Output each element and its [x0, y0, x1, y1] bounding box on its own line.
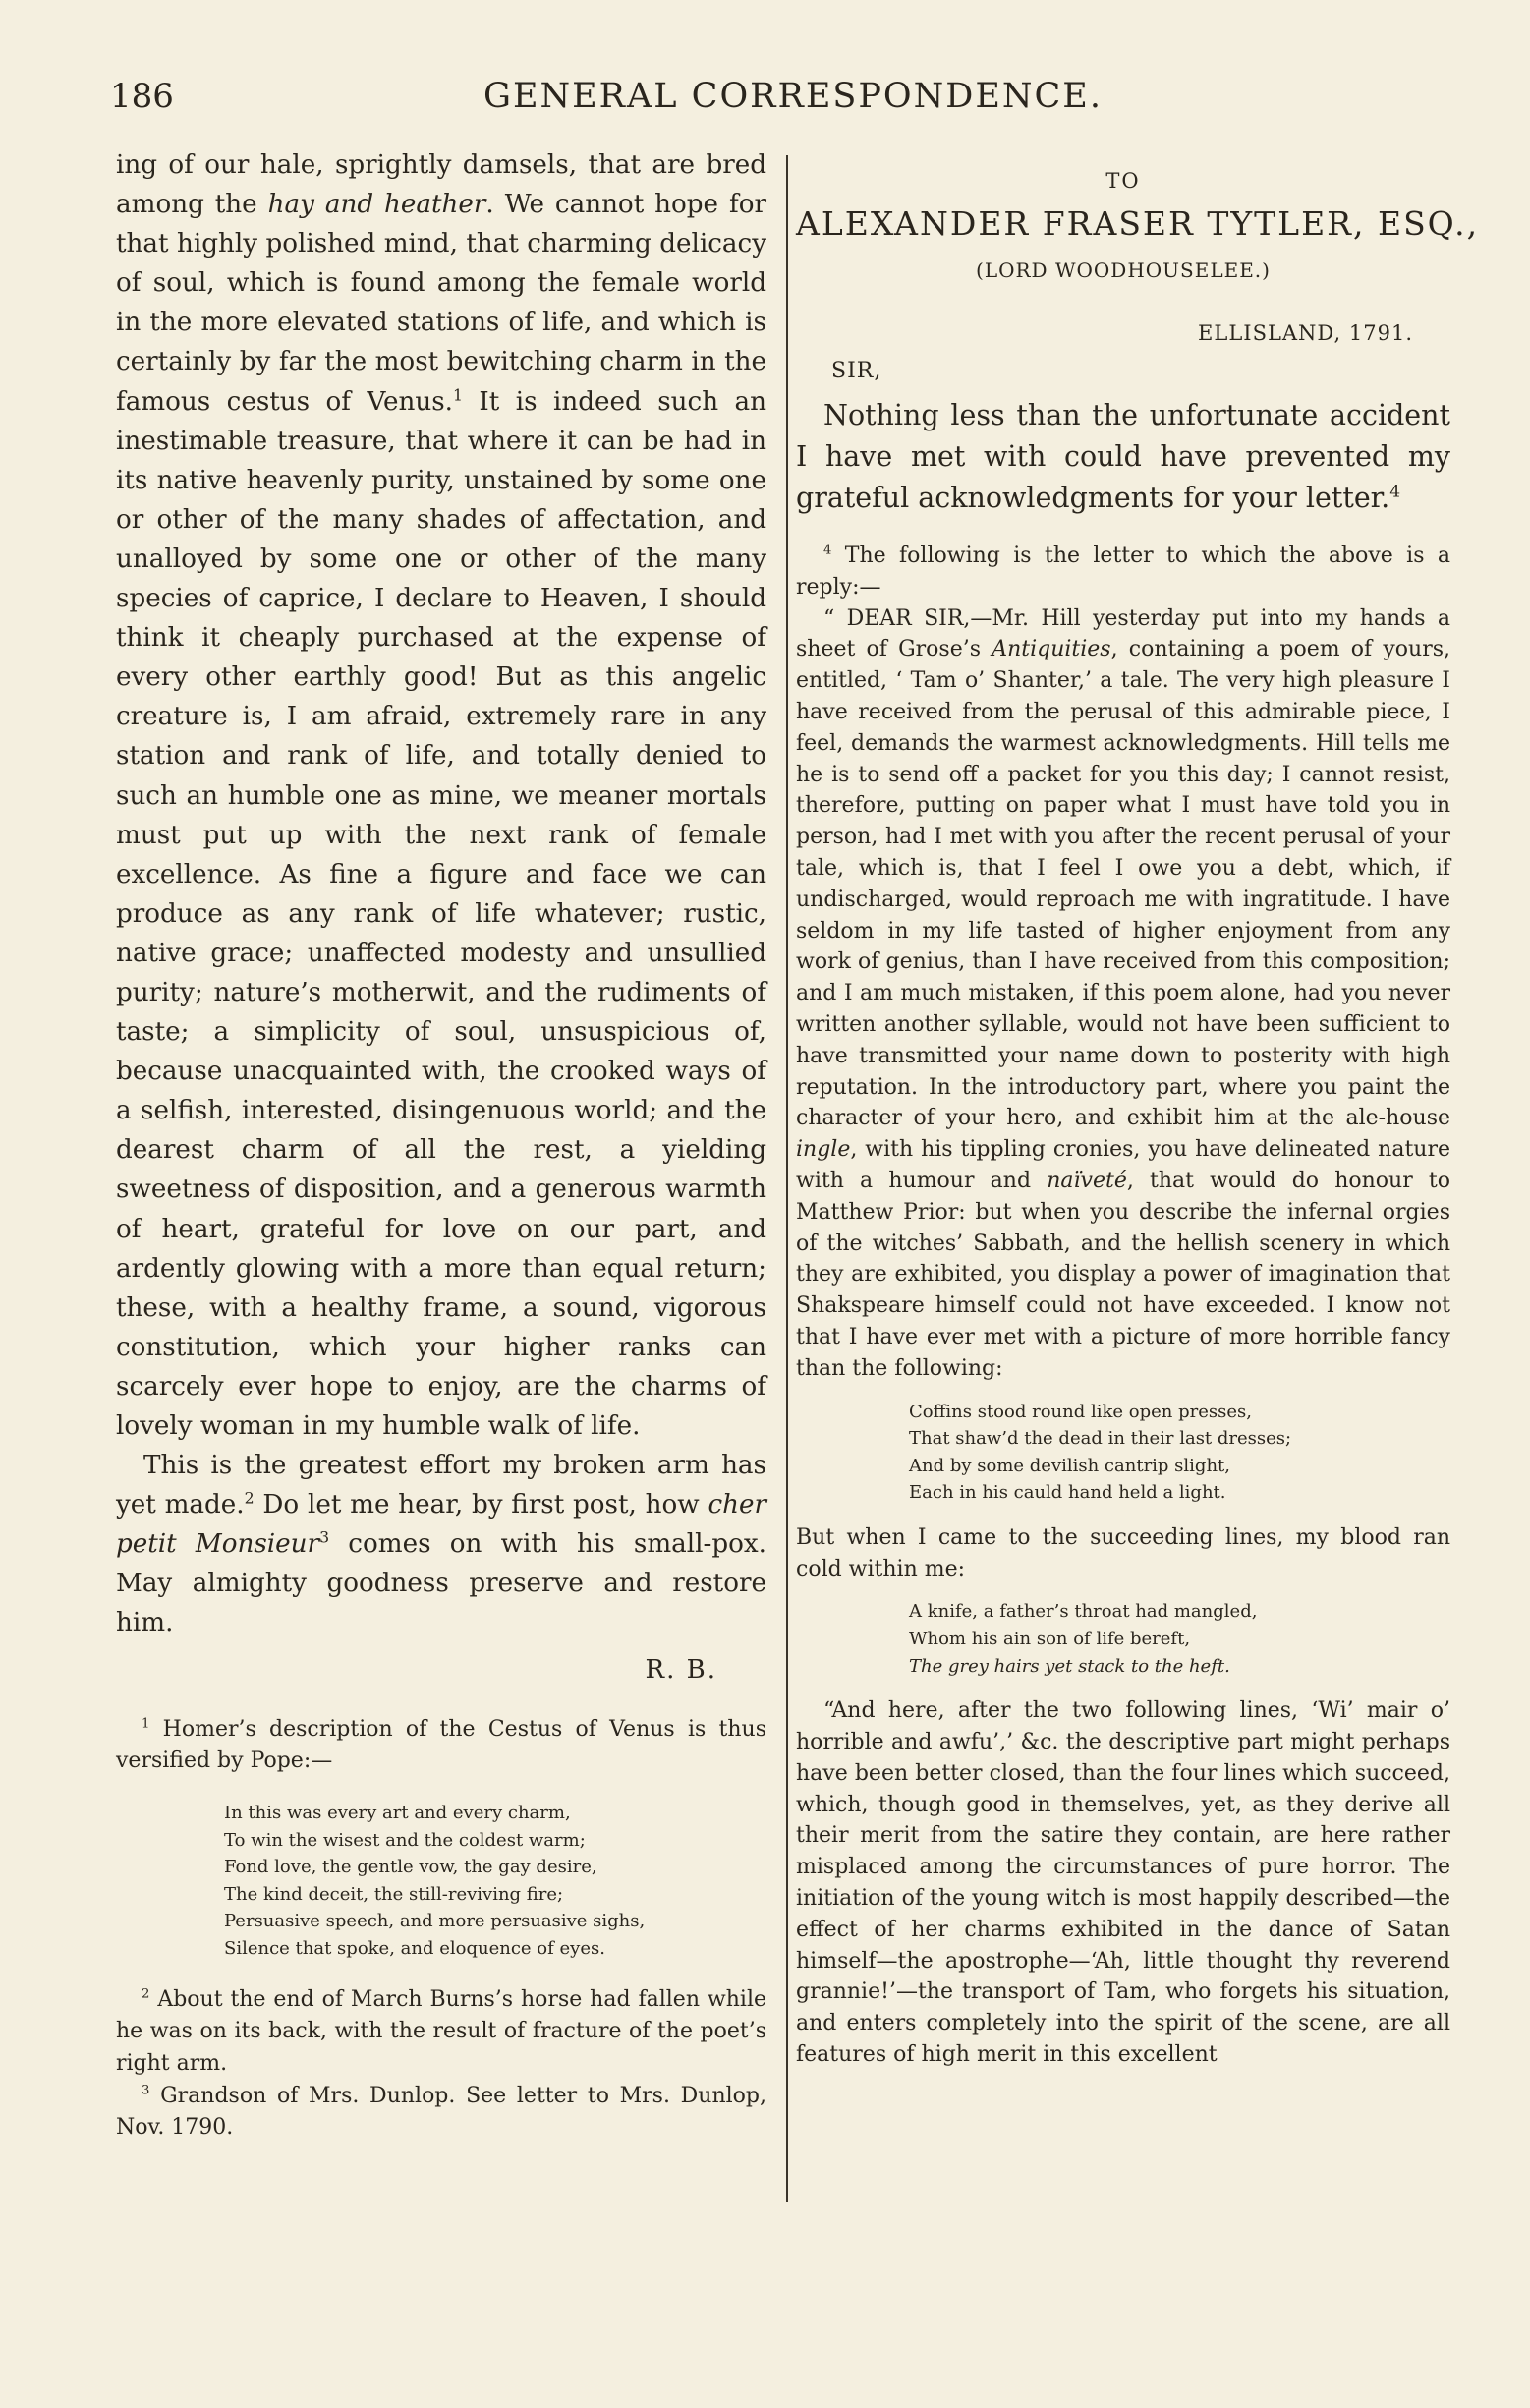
poem-line: Coffins stood round like open presses,: [909, 1401, 1252, 1422]
letter-closing-paragraph: This is the greatest effort my broken arm has yet made.$^2$ Do let me hear, by first post, how cher petit Monsieur$^3$ comes on with his small-pox. May almighty goodness preserve and restore him.: [116, 1451, 767, 1638]
right-column: [796, 169, 1480, 2071]
letter-dateline: ELLISLAND, 1791.: [1198, 321, 1413, 345]
poem-line: Each in his cauld hand held a light.: [909, 1482, 1226, 1504]
running-title: GENERAL CORRESPONDENCE.: [483, 77, 1103, 116]
poem-line: To win the wisest and the coldest warm;: [224, 1829, 586, 1851]
left-column: [116, 145, 766, 2145]
footnote-1: $^1$ Homer’s description of the Cestus of Venus is thus versified by Pope:—: [116, 1716, 766, 1774]
letter-body-paragraph: ing of our hale, sprightly damsels, that are bred among the hay and heather. We cannot hope for that highly polished mind, that charming delicacy of soul, which is found among the female world in the more elevated stations of life, and which is certainly by far the most bewitching charm in the famous cestus of Venus.$^1$ It is indeed such an inestimable treasure, that where it can be had in its native heavenly purity, unstained by some one or other of the many shades of affectation, and unalloyed by some one or other of the many species of caprice, I declare to Heaven, I should think it cheaply purchased at the expense of every other earthly good! But as this angelic creature is, I am afraid, extremely rare in any station and rank of life, and totally denied to such an humble one as mine, we meaner mortals must put up with the next rank of female excellence. As fine a figure and face we can produce as any rank of life whatever; rustic, native grace; unaffected modesty and unsullied purity; nature’s motherwit, and the rudiments of taste; a simplicity of soul, unsuspicious of, because unacquainted with, the crooked ways of a selfish, interested, disingenuous world; and the dearest charm of all the rest, a yielding sweetness of disposition, and a generous warmth of heart, grateful for love on our part, and ardently glowing with a more than equal return; these, with a healthy frame, a sound, vigorous constitution, which your higher ranks can scarcely ever hope to enjoy, are the charms of lovely woman in my humble walk of life.: [116, 150, 766, 1441]
poem-line: A knife, a father’s throat had mangled,: [909, 1601, 1258, 1623]
footnote-4-paragraph-3: “And here, after the two following lines, ‘Wi’ mair o’ horrible and awfu’,’ &c. the descriptive part might perhaps have been better closed, than the four lines which succeed, which, though good in themselves, yet, as they derive all their merit from the satire they contain, are here rather misplaced among the circumstances of pure horror. The initiation of the young witch is most happily described—the effect of her charms exhibited in the dance of Satan himself—the apostrophe—‘Ah, little thought thy reverend grannie!’—the transport of Tam, who forgets his situation, and enters completely into the spirit of the scene, are all features of high merit in this excellent: [796, 1698, 1450, 2068]
footnote-2: $^2$ About the end of March Burns’s horse had fallen while he was on its back, with the result of fracture of the poet’s right arm.: [116, 1986, 766, 2076]
footnote-ref: 2: [244, 1488, 255, 1508]
footnote-4-intro: $^4$ The following is the letter to which the above is a reply:—: [796, 543, 1450, 600]
footnote-4-poem-1: [909, 1399, 1450, 1507]
footnote-ref: 3: [319, 1527, 330, 1547]
poem-line: And by some devilish cantrip slight,: [909, 1455, 1230, 1476]
letter-salutation: SIR,: [831, 359, 882, 383]
poem-line: Persuasive speech, and more persuasive sighs,: [224, 1911, 646, 1932]
poem-line: In this was every art and every charm,: [224, 1802, 571, 1823]
poem-line: Silence that spoke, and eloquence of eyes.: [224, 1937, 605, 1959]
poem-line: That shaw’d the dead in their last dresses;: [909, 1428, 1292, 1450]
footnote-4-paragraph-2: But when I came to the succeeding lines, my blood ran cold within me:: [796, 1524, 1450, 1581]
poem-line: Fond love, the gentle vow, the gay desire,: [224, 1857, 597, 1878]
page-number: 186: [110, 77, 174, 116]
poem-line: Whom his ain son of life bereft,: [909, 1629, 1191, 1650]
column-divider: [786, 155, 788, 2202]
letter-addressee: ALEXANDER FRASER TYTLER, ESQ.,: [796, 204, 1480, 243]
letter-to-label: TO: [1105, 169, 1141, 193]
footnote-3: $^3$ Grandson of Mrs. Dunlop. See letter to Mrs. Dunlop, Nov. 1790.: [116, 2083, 766, 2141]
footnote-ref: 4: [1389, 482, 1401, 502]
poem-line: The grey hairs yet stack to the heft.: [909, 1655, 1230, 1677]
footnote-1-poem: [224, 1800, 766, 1963]
footnote-4-letter-paragraph: “ DEAR SIR,—Mr. Hill yesterday put into my hands a sheet of Grose’s Antiquities, containing a poem of yours, entitled, ‘ Tam o’ Shanter,’ a tale. The very high pleasure I have received from the perusal of this admirable piece, I feel, demands the warmest acknowledgments. Hill tells me he is to send off a packet for you this day; I cannot resist, therefore, putting on paper what I must have told you in person, had I met with you after the recent perusal of your tale, which is, that I feel I owe you a debt, which, if undischarged, would reproach me with ingratitude. I have seldom in my life tasted of higher enjoyment from any work of genius, than I have received from this composition; and I am much mistaken, if this poem alone, had you never written another syllable, would not have been sufficient to have transmitted your name down to posterity with high reputation. In the introductory part, where you paint the character of your hero, and exhibit him at the ale-house ingle, with his tippling cronies, you have delineated nature with a humour and naïveté, that would do honour to Matthew Prior: but when you describe the infernal orgies of the witches’ Sabbath, and the hellish scenery in which they are exhibited, you display a power of imagination that Shakspeare himself could not have exceeded. I know not that I have ever met with a picture of more horrible fancy than the following:: [796, 605, 1451, 1381]
signature: R. B.: [645, 1654, 717, 1685]
poem-line: The kind deceit, the still-reviving fire;: [224, 1883, 564, 1905]
letter-subtitle: (LORD WOODHOUSELEE.): [976, 258, 1271, 282]
footnote-ref: 1: [452, 384, 463, 404]
page-header: [110, 77, 1420, 126]
letter-opening-paragraph: Nothing less than the unfortunate accident I have met with could have prevented my grateful acknowledgments for your letter.$^4$: [796, 399, 1450, 514]
footnote-4-poem-2: [909, 1598, 1450, 1680]
